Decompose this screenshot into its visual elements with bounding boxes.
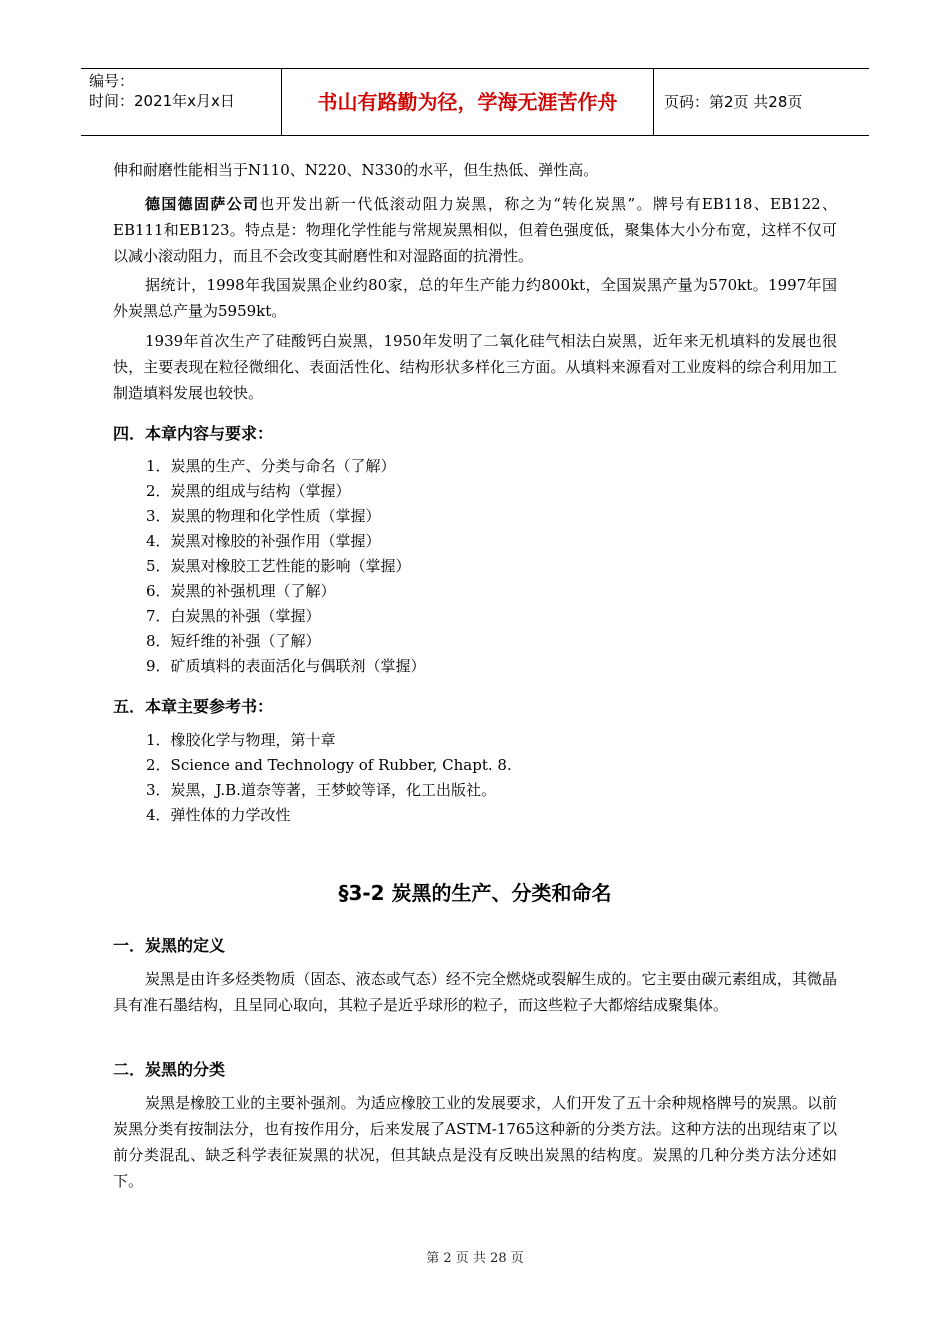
header-page-code: 页码：第2页 共28页 <box>664 93 803 111</box>
list-item: 7．白炭黑的补强（掌握） <box>146 607 321 625</box>
list-item: 6．炭黑的补强机理（了解） <box>146 582 336 600</box>
intro-p2-text: 也开发出新一代低滚动阻力炭黑，称之为“转化炭黑”。牌号有EB118、EB122、EB111和EB123。特点是：物理化学性能与常规炭黑相似，但着色强度低，聚集体大小分布宽，这样不仅可以减小滚动阻力，而且不会改变其耐磨性和对湿路面的抗滑性。 <box>113 195 837 265</box>
definition-text: 炭黑是由许多烃类物质（固态、液态或气态）经不完全燃烧或裂解生成的。它主要由碳元素组成，其微晶具有准石墨结构，且呈同心取向，其粒子是近乎球形的粒子，而这些粒子大都熔结成聚集体。 <box>113 970 837 1014</box>
number-label: 编号： <box>89 72 135 90</box>
list-item: 8．短纤维的补强（了解） <box>146 632 321 650</box>
list-item: 1．炭黑的生产、分类与命名（了解） <box>146 457 396 475</box>
company-name: 德国德固萨公司 <box>145 195 260 213</box>
intro-paragraph-4: 1939年首次生产了硅酸钙白炭黑，1950年发明了二氧化硅气相法白炭黑，近年来无机填料的发展也很快，主要表现在粒径微细化、表面活性化、结构形状多样化三方面。从填料来源看对工业废料的综合利用加工制造填料发展也较快。 <box>113 332 837 402</box>
list-item: 2．Science and Technology of Rubber, Chapt. 8. <box>146 756 512 774</box>
list-item: 5．炭黑对橡胶工艺性能的影响（掌握） <box>146 557 411 575</box>
list-item: 2．炭黑的组成与结构（掌握） <box>146 482 351 500</box>
classification-title: 二．炭黑的分类 <box>113 1060 226 1079</box>
section-5-title: 五．本章主要参考书： <box>113 697 274 716</box>
header-motto: 书山有路勤为径，学海无涯苦作舟 <box>282 69 654 135</box>
header-meta <box>81 69 282 135</box>
list-item: 3．炭黑，J.B.道奈等著，王梦蛟等译，化工出版社。 <box>146 781 496 799</box>
list-item: 3．炭黑的物理和化学性质（掌握） <box>146 507 381 525</box>
time-label: 时间：2021年x月x日 <box>89 92 235 110</box>
document-header <box>81 68 869 136</box>
definition-title: 一．炭黑的定义 <box>113 936 226 955</box>
section-4-list <box>146 454 426 679</box>
chapter-title: §3-2 炭黑的生产、分类和命名 <box>338 881 612 905</box>
section-5-list <box>146 728 512 828</box>
intro-p1-text: 伸和耐磨性能相当于N110、N220、N330的水平，但生热低、弹性高。 <box>113 161 599 179</box>
section-4-title: 四．本章内容与要求： <box>113 424 274 443</box>
list-item: 4．炭黑对橡胶的补强作用（掌握） <box>146 532 381 550</box>
intro-paragraph-2 <box>113 191 837 269</box>
intro-paragraph-1 <box>113 157 837 183</box>
classification-text: 炭黑是橡胶工业的主要补强剂。为适应橡胶工业的发展要求，人们开发了五十余种规格牌号的炭黑。以前炭黑分类有按制法分，也有按作用分，后来发展了ASTM-1765这种新的分类方法。这种方法的出现结束了以前分类混乱、缺乏科学表征炭黑的状况，但其缺点是没有反映出炭黑的结构度。炭黑的几种分类方法分述如下。 <box>113 1094 837 1190</box>
list-item: 1．橡胶化学与物理，第十章 <box>146 731 336 749</box>
intro-paragraph-3: 据统计，1998年我国炭黑企业约80家，总的年生产能力约800kt，全国炭黑产量为570kt。1997年国外炭黑总产量为5959kt。 <box>113 276 837 320</box>
list-item: 4．弹性体的力学改性 <box>146 806 291 824</box>
list-item: 9．矿质填料的表面活化与偶联剂（掌握） <box>146 657 426 675</box>
page-footer: 第 2 页 共 28 页 <box>426 1251 524 1266</box>
